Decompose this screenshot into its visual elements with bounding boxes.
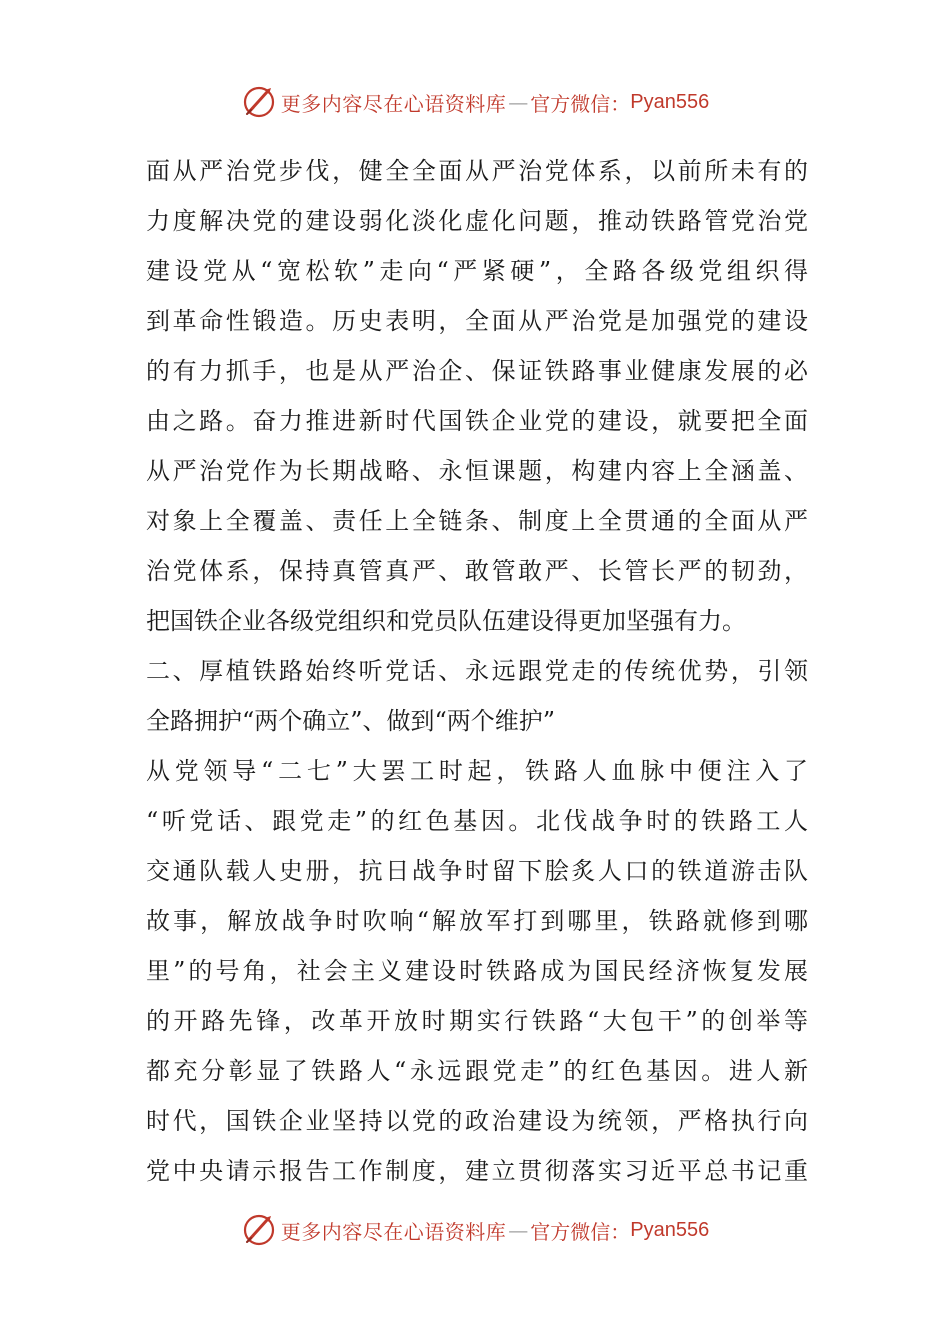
text-line: 由之路。奋力推进新时代国铁企业党的建设，就要把全面 bbox=[146, 407, 808, 435]
header-banner bbox=[0, 82, 950, 122]
text-line: “听党话、跟党走”的红色基因。北伐战争时的铁路工人 bbox=[146, 807, 808, 835]
banner-text: 更多内容尽在心语资料库 bbox=[280, 1219, 507, 1244]
pen-logo-icon bbox=[241, 1212, 277, 1248]
text-line: 的开路先锋，改革开放时期实行铁路“大包干”的创举等 bbox=[146, 1007, 808, 1035]
text-line: 到革命性锻造。历史表明，全面从严治党是加强党的建设 bbox=[146, 307, 808, 335]
text-line: 从党领导“二七”大罢工时起，铁路人血脉中便注入了 bbox=[146, 757, 808, 785]
body-text bbox=[146, 146, 808, 1196]
text-line: 时代，国铁企业坚持以党的政治建设为统领，严格执行向 bbox=[146, 1107, 808, 1135]
pen-logo-icon bbox=[241, 84, 277, 120]
text-line: 全路拥护“两个确立”、做到“两个维护” bbox=[146, 707, 556, 735]
text-line: 治党体系，保持真管真严、敢管敢严、长管长严的韧劲， bbox=[146, 557, 808, 585]
banner-wechat-label: 官方微信： bbox=[530, 1219, 631, 1244]
text-line: 故事，解放战争时吹响“解放军打到哪里，铁路就修到哪 bbox=[146, 907, 808, 935]
text-line: 把国铁企业各级党组织和党员队伍建设得更加坚强有力。 bbox=[146, 607, 746, 635]
text-line: 面从严治党步伐，健全全面从严治党体系，以前所未有的 bbox=[146, 157, 808, 185]
banner-wechat-id: Pyan556 bbox=[630, 1218, 710, 1241]
text-line: 交通队载人史册，抗日战争时留下脍炙人口的铁道游击队 bbox=[146, 857, 808, 885]
banner-text: 更多内容尽在心语资料库 bbox=[280, 91, 507, 116]
text-line: 的有力抓手，也是从严治企、保证铁路事业健康发展的必 bbox=[146, 357, 808, 385]
text-line: 对象上全覆盖、责任上全链条、制度上全贯通的全面从严 bbox=[146, 507, 808, 535]
text-line: 都充分彰显了铁路人“永远跟党走”的红色基因。进人新 bbox=[146, 1057, 808, 1085]
text-line: 建设党从“宽松软”走向“严紧硬”，全路各级党组织得 bbox=[146, 257, 808, 285]
banner-wechat-id: Pyan556 bbox=[630, 90, 710, 113]
text-line: 党中央请示报告工作制度，建立贯彻落实习近平总书记重 bbox=[146, 1157, 808, 1185]
text-line: 二、厚植铁路始终听党话、永远跟党走的传统优势，引领 bbox=[146, 657, 808, 685]
banner-separator: — bbox=[508, 1218, 529, 1242]
text-line: 从严治党作为长期战略、永恒课题，构建内容上全涵盖、 bbox=[146, 457, 808, 485]
text-line: 里”的号角，社会主义建设时铁路成为国民经济恢复发展 bbox=[146, 957, 808, 985]
text-line: 力度解决党的建设弱化淡化虚化问题，推动铁路管党治党 bbox=[146, 207, 808, 235]
banner-wechat-label: 官方微信： bbox=[530, 91, 631, 116]
banner-separator: — bbox=[508, 90, 529, 114]
footer-banner bbox=[0, 1210, 950, 1250]
